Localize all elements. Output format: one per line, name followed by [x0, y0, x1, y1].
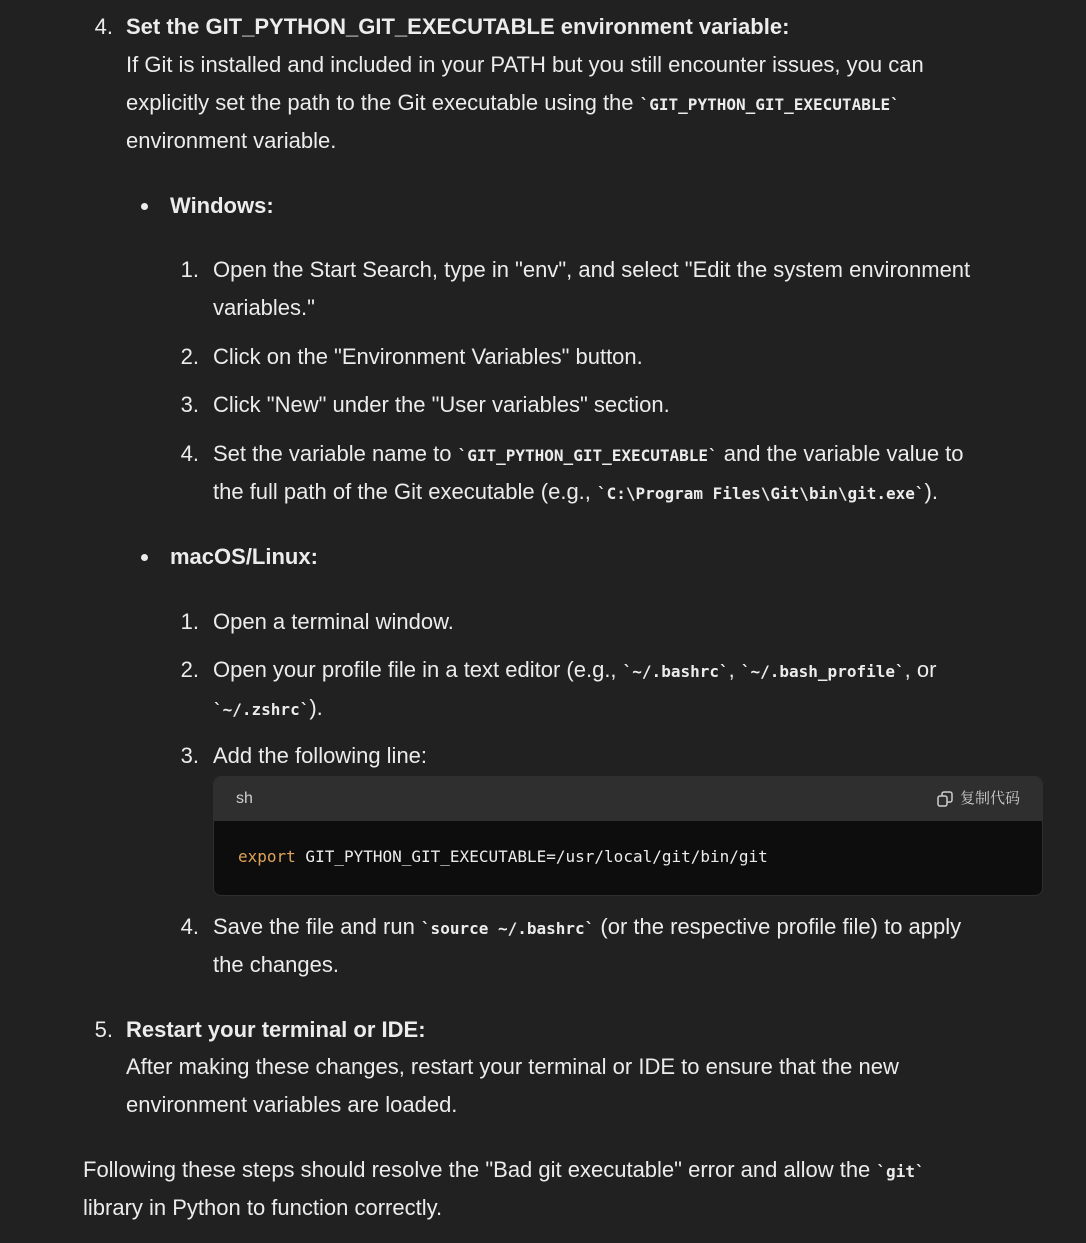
mac-item-2-line2 — [213, 689, 323, 729]
code-rest: GIT_PYTHON_GIT_EXECUTABLE=/usr/local/git/bin/git — [295, 847, 768, 866]
windows-item-2-line1: Click on the "Environment Variables" button. — [213, 344, 643, 369]
mac-item-1-number: 1. — [180, 609, 199, 634]
windows-item-3-line1: Click "New" under the "User variables" section. — [213, 392, 670, 417]
mac-item-3-line1: Add the following line: — [213, 743, 428, 768]
windows-item-2-number: 2. — [180, 344, 199, 369]
windows-item-4-text-a: Set the variable name to — [213, 441, 458, 466]
mac-item-4-line1 — [213, 908, 961, 948]
step-5-title: Restart your terminal or IDE: — [126, 1017, 426, 1042]
windows-item-4-text-d: ). — [924, 479, 938, 504]
mac-heading: macOS/Linux: — [170, 544, 318, 569]
bullet-mac — [141, 554, 148, 561]
mac-item-2-number: 2. — [180, 657, 199, 682]
mac-item-1-line1: Open a terminal window. — [213, 609, 454, 634]
code-keyword-export: export — [238, 847, 296, 866]
conclusion-line1 — [83, 1151, 925, 1191]
code-block-header — [214, 777, 1042, 821]
code-block-content — [238, 845, 768, 869]
windows-item-4-line2 — [213, 473, 938, 513]
copy-icon — [936, 790, 954, 808]
bullet-windows — [141, 203, 148, 210]
inline-code-git-exe-path: `C:\Program Files\Git\bin\git.exe` — [597, 484, 925, 503]
conclusion-line2: library in Python to function correctly. — [83, 1195, 443, 1220]
step-4-desc-line3: environment variable. — [126, 128, 337, 153]
step-5-desc-line1: After making these changes, restart your terminal or IDE to ensure that the new — [126, 1054, 899, 1079]
windows-item-4-number: 4. — [180, 441, 199, 466]
mac-item-2-sep-2: , or — [904, 657, 937, 682]
mac-item-2-text-a: Open your profile file in a text editor (e.g., — [213, 657, 623, 682]
windows-item-4-line1 — [213, 435, 964, 475]
step-5-number: 5. — [94, 1017, 113, 1042]
windows-item-4-text-c: the full path of the Git executable (e.g., — [213, 479, 598, 504]
step-4-title: Set the GIT_PYTHON_GIT_EXECUTABLE environment variable: — [126, 14, 790, 39]
step-4-desc-line2-text: explicitly set the path to the Git executable using the — [126, 90, 640, 115]
copy-code-button[interactable] — [936, 777, 1020, 821]
windows-item-1-line1: Open the Start Search, type in "env", and select "Edit the system environment — [213, 257, 971, 282]
mac-item-4-text-a: Save the file and run — [213, 914, 421, 939]
inline-code-variable-name: `GIT_PYTHON_GIT_EXECUTABLE` — [457, 446, 718, 465]
windows-heading: Windows: — [170, 193, 274, 218]
conclusion-text-a: Following these steps should resolve the "Bad git executable" error and allow the — [83, 1157, 877, 1182]
copy-code-label: 复制代码 — [959, 790, 1020, 807]
inline-code-bash-profile: `~/.bash_profile` — [740, 662, 905, 681]
step-4-desc-line1: If Git is installed and included in your PATH but you still encounter issues, you can — [126, 52, 924, 77]
windows-item-3-number: 3. — [180, 392, 199, 417]
step-4-desc-line2 — [126, 84, 900, 124]
windows-item-4-text-b: and the variable value to — [717, 441, 964, 466]
code-block-language: sh — [236, 790, 253, 807]
step-4-number: 4. — [94, 14, 113, 39]
mac-item-2-line1 — [213, 651, 936, 691]
windows-item-1-number: 1. — [180, 257, 199, 282]
inline-code-zshrc: `~/.zshrc` — [213, 700, 310, 719]
windows-item-1-line2: variables." — [213, 295, 315, 320]
inline-code-bashrc: `~/.bashrc` — [622, 662, 729, 681]
mac-item-3-number: 3. — [180, 743, 199, 768]
mac-item-4-number: 4. — [180, 914, 199, 939]
step-5-desc-line2: environment variables are loaded. — [126, 1092, 458, 1117]
code-block — [213, 776, 1043, 896]
inline-code-git-python-git-executable: `GIT_PYTHON_GIT_EXECUTABLE` — [639, 95, 900, 114]
mac-item-2-sep-1: , — [728, 657, 741, 682]
inline-code-source-bashrc: `source ~/.bashrc` — [420, 919, 595, 938]
mac-item-2-text-b: ). — [309, 695, 323, 720]
mac-item-4-line2: the changes. — [213, 952, 339, 977]
inline-code-git: `git` — [876, 1162, 925, 1181]
mac-item-4-text-b: (or the respective profile file) to apply — [594, 914, 962, 939]
